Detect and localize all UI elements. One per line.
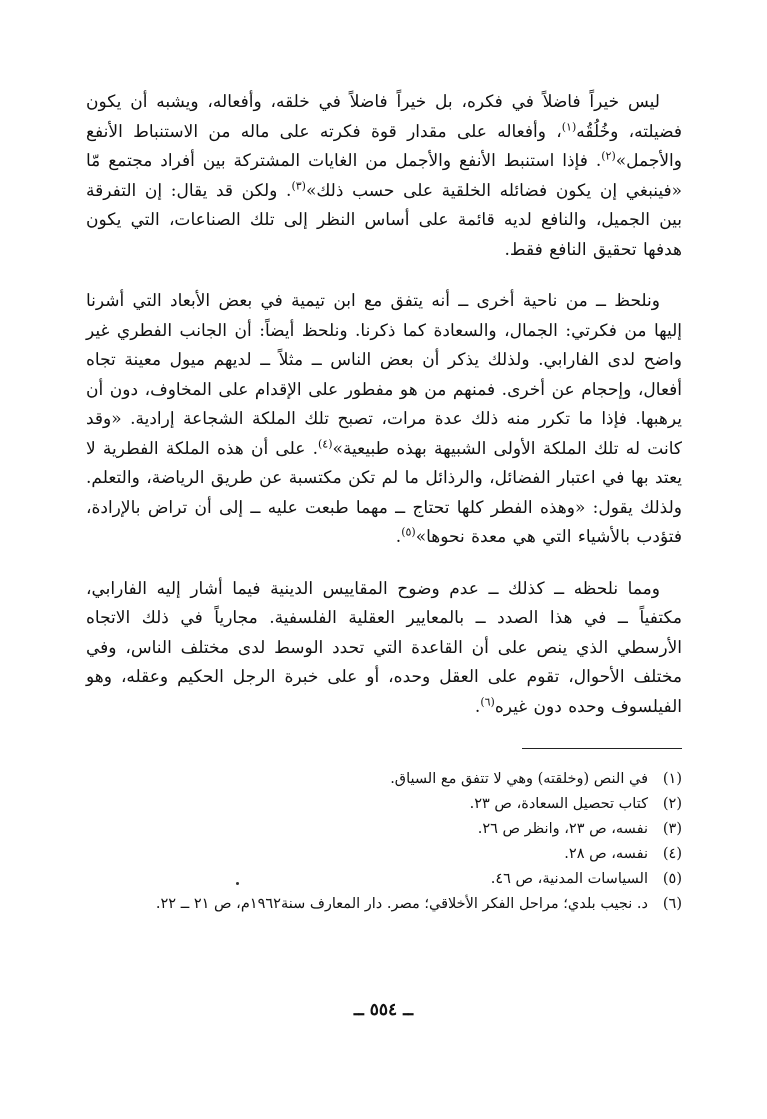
paragraph-text: ومما نلحظه ــ كذلك ــ عدم وضوح المقاييس الدينية فيما أشار إليه الفارابي، مكتفياً ــ في هذا الصدد ــ بالمعايير العقلية الفلسفية. مجارياً في ذلك الاتجاه الأرسطي الذي ينص على أن القاعدة التي تحدد الوسط لدى مختلف الناس، وفي مختلف الأحوال، تقوم على العقل وحده، أو على خبرة الرجل الحكيم وعقله، وهو الفيلسوف وحده دون غيره (86, 578, 682, 717)
footnote-ref-1: (١) (561, 119, 577, 133)
footnote-ref-2: (٢) (601, 149, 616, 163)
footnote-text: السياسات المدنية، ص ٤٦. (490, 871, 648, 887)
footnote-number: (٣) (662, 821, 682, 837)
footnote-number: (٦) (662, 896, 682, 912)
footnote-ref-6: (٦) (480, 694, 495, 708)
footnote-number: (٢) (662, 796, 682, 812)
body-paragraph-2 (86, 287, 682, 553)
footnote-text: نفسه، ص ٢٣، وانظر ص ٢٦. (477, 821, 648, 837)
footnote-text: د. نجيب بلدي؛ مراحل الفكر الأخلاقي؛ مصر. دار المعارف سنة١٩٦٢م، ص ٢١ ــ ٢٢. (155, 896, 648, 912)
footnote-text: نفسه، ص ٢٨. (564, 846, 648, 862)
footnote-item (86, 892, 682, 917)
ink-speck (236, 882, 239, 885)
body-paragraph-1 (86, 88, 682, 265)
footnote-item (86, 842, 682, 867)
footnote-number: (٤) (662, 846, 682, 862)
footnote-item (86, 767, 682, 792)
footnotes-list (86, 767, 682, 917)
paragraph-text: . (395, 527, 402, 547)
document-page (86, 88, 682, 917)
paragraph-text: . على أن هذه الملكة الفطرية لا يعتد بها في اعتبار الفضائل، والرذائل ما لم تكن مكتسبة عن طريق الرياضة، والتعلم. ولذلك يقول: «وهذه الفطر كلها تحتاج ــ مهما طبعت عليه ــ إلى أن تراض بالإرادة، فتؤدب بالأشياء التي هي معدة نحوها» (86, 438, 682, 547)
paragraph-text: ونلحظ ــ من ناحية أخرى ــ أنه يتفق مع ابن تيمية في بعض الأبعاد التي أشرنا إليها من فكرتي: الجمال، والسعادة كما ذكرنا. ونلحظ أيضاً: أن الجانب الفطري غير واضح لدى الفارابي. ولذلك يذكر أن بعض الناس ــ مثلاً ــ لديهم ميول معينة تجاه أفعال، وإحجام عن أخرى. فمنهم من هو مفطور على الإقدام على المخاوف، دون أن يرهبها. فإذا ما تكرر منه ذلك عدة مرات، تصبح تلك الملكة الشجاعة إرادية. «وقد كانت له تلك الملكة الأولى الشبيهة بهذه طبيعية» (86, 291, 683, 459)
footnote-item (86, 792, 682, 817)
page-number: ــ ٥٥٤ ــ (353, 1000, 414, 1020)
paragraph-text: . فإذا استنبط الأنفع والأجمل من الغايات المشتركة بين أفراد مجتمع مّا «فينبغي إن يكون فضائله الخلقية على حسب ذلك» (86, 151, 682, 201)
footnote-ref-5: (٥) (401, 525, 416, 539)
footnote-number: (١) (662, 771, 682, 787)
paragraph-text: . (474, 696, 481, 717)
footnote-number: (٥) (662, 871, 682, 887)
footnote-ref-3: (٣) (291, 178, 306, 192)
paragraph-text: ليس خيراً فاضلاً في فكره، بل خيراً فاضلاً في خلقه، وأفعاله، ويشبه أن يكون فضيلته، وخُلُقُه (86, 92, 682, 142)
footnote-ref-4: (٤) (318, 436, 333, 450)
footnote-separator (522, 748, 682, 749)
footnote-item (86, 867, 682, 892)
paragraph-text: . ولكن قد يقال: إن التفرقة بين الجميل، والنافع لديه قائمة على أساس النظر إلى تلك الصناعات، التي يكون هدفها تحقيق النافع فقط. (86, 180, 682, 260)
paragraph-text: ، وأفعاله على مقدار قوة فكرته على ماله من الاستنباط الأنفع والأجمل» (86, 121, 682, 171)
body-paragraph-3 (86, 575, 682, 723)
footnote-item (86, 817, 682, 842)
footnote-text: كتاب تحصيل السعادة، ص ٢٣. (469, 796, 648, 812)
footnote-text: في النص (وخلقته) وهي لا تتفق مع السياق. (390, 771, 648, 787)
